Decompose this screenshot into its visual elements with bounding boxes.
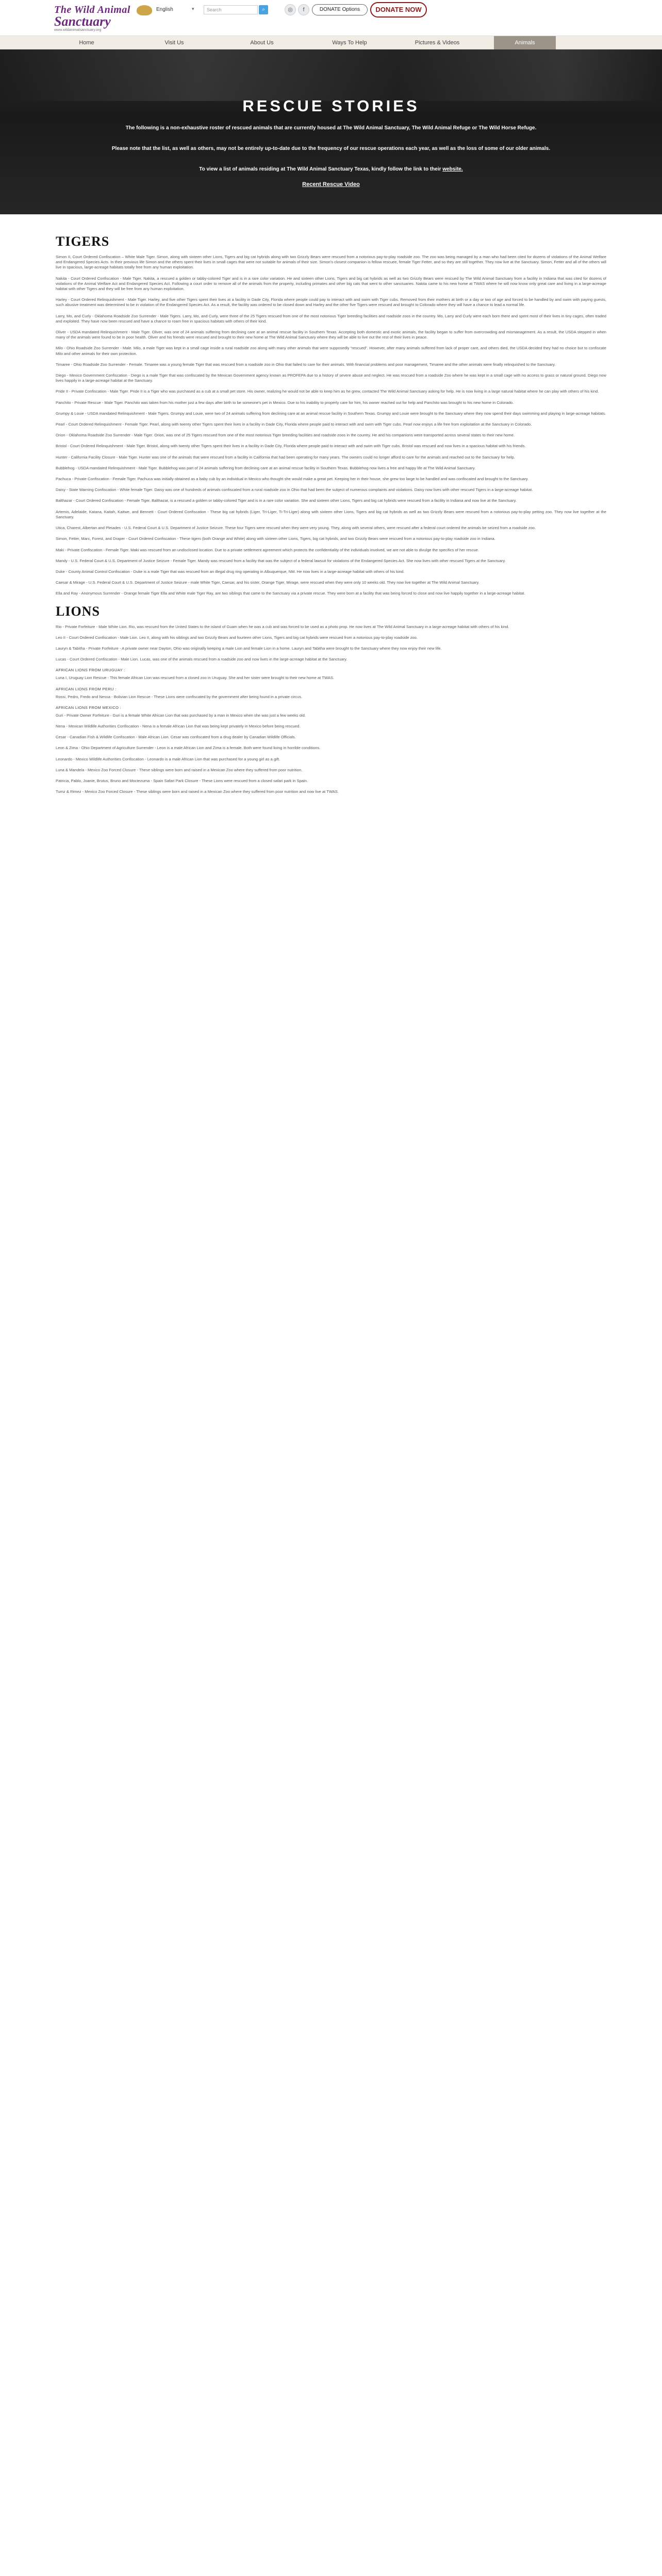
rescue-stories-content [56,227,606,800]
list-item: Hunter - California Facility Closure - Male Tiger. Hunter was one of the animals that were rescued from a facility in California that had been operating for many years. The owners could no longer afford to care for the animals and reached out to the Sanctuary for help. [56,454,515,460]
list-item: Panchito - Private Rescue - Male Tiger. Panchito was taken from his mother just a few days after birth to be someone's pet in Mexico. Due to his inability to properly care for him, his owner reached out for help and Panchito was brought to his new home in Colorado. [56,400,514,405]
list-item: Timaree - Ohio Roadside Zoo Surrender - Female. Timaree was a young female Tiger that was rescued from a roadside zoo in Ohio that failed to care for their animals. With financial problems and poor management, Timaree and the other animals were finally relinquished to the Sanctuary. [56,362,556,367]
hero-banner [0,49,662,214]
search-input[interactable]: Search [204,5,258,14]
main-nav [0,36,662,49]
chevron-down-icon[interactable]: ▾ [192,6,194,11]
list-item: Daisy - State Warning Confiscation - White female Tiger. Daisy was one of hundreds of animals confiscated from a rural roadside zoo in Ohio that had been the subject of numerous complaints and violations. Daisy now lives with other rescued Tigers in a large-acreage habitat. [56,487,533,493]
subhead-peru: AFRICAN LIONS FROM PERU : [56,686,117,691]
nav-about-us[interactable]: About Us [250,40,274,46]
nav-visit-us[interactable]: Visit Us [164,40,184,46]
list-item: Balthazar - Court Ordered Confiscation - Female Tiger. Balthazar, is a rescued a golden or tabby-colored Tiger and is in a rare color variation. She and sixteen other Lions, Tigers and big cat hybrids were rescued from a facility in Indiana and now live at the Sanctuary. [56,498,517,503]
hero-background [0,49,662,101]
list-item: Leonardo - Mexico Wildlife Authorities Confiscation - Leonardo is a male African Lion that was purchased for a young girl as a gift. [56,756,280,761]
logo-line1: The Wild Animal [54,4,130,15]
list-item: Orion - Oklahoma Roadside Zoo Surrender - Male Tiger. Orion, was one of 25 Tigers rescued from one of the most notorious Tiger breeding facilities and roadside zoos in the country. He and his companions were transported across several states to their new home. [56,433,515,438]
list-item: Caesar & Mirage - U.S. Federal Court & U.S. Department of Justice Seizure - male White Tiger, Caesar, and his sister, Orange Tiger, Mirage, were rescued when they were only 10 weeks old. They now live together at The Wild Animal Sanctuary. [56,580,479,585]
hero-texas-link-text [77,166,585,173]
lion-list [56,624,606,663]
list-item: Harley - Court Ordered Relinquishment - Male Tiger. Harley, and five other Tigers spent their lives at a facility in Dade City, Florida where people could pay to interact with and swim with Tiger cubs. Removed from their mothers at birth or a day or two of age and forced to be handled by and swim with paying guests, such abusive treatment was determined to be in violation of the Endangered Species Act. As a result, the facility was ordered to be closed down and Harley and the other five Tigers were rescued and brought to Colorado where they will have a chance to lead a normal life. [56,297,606,308]
list-item: Pride II - Private Confiscation - Male Tiger. Pride II is a Tiger who was purchased as a cub at a small pet store. His owner, realizing he would not be able to keep him as he grew, contacted The Wild Animal Sanctuary asking for help. He is now living in a large natural habitat where he can play with others of his kind. [56,389,599,394]
list-item: Leo II - Court Ordered Confiscation - Male Lion. Leo II, along with his siblings and two Grizzly Bears and fourteen other Lions, Tigers and big cat hybrids were rescued from a notorious pay-to-play roadside zoo. [56,635,418,640]
list-item: Ella and Ray - Anonymous Surrender - Orange female Tiger Ella and White male Tiger Ray, are two siblings that came to the Sanctuary via a private rescue. They were born at a facility that was being forced to close and now live happily together in a large-acreage habitat. [56,591,525,596]
section-title-tigers: TIGERS [56,234,110,249]
list-item: Nena - Mexican Wildlife Authorities Confiscation - Nena is a female African Lion that was being kept privately in Mexico before being rescued. [56,723,301,728]
list-item: Rossi, Pedro, Fredo and Nessa - Bolivian Lion Rescue - These Lions were confiscated by the government after being found in a private circus. [56,694,303,699]
list-item: Lucas - Court Ordered Confiscation - Male Lion. Lucas, was one of the animals rescued from a roadside zoo and now lives in the large-acreage habitat at the Sanctuary. [56,657,347,662]
list-item: Simon II, Court Ordered Confiscation – White Male Tiger. Simon, along with sixteen other Lions, Tigers and big cat hybrids along with two Grizzly Bears were rescued from a notorious pay-to-play roadside zoo. The zoo was being managed by a man who had been cited for dozens of violations of the Animal Welfare and Endangered Species Acts. In their previous life Simon and the others spent their lives in small cages that were not suitable for animals of their size. Simon's closest companion is fellow rescuee, female Tiger Fetter, and so they are still together. They now live at the Sanctuary. Simon, Fetter and all of the others will live in spacious, large-acreage habitats totally free from any human exploitation. [56,255,606,270]
list-item: Guri - Private Owner Forfeiture - Guri is a female White African Lion that was purchased by a man in Mexico when she was just a few weeks old. [56,713,306,718]
list-item: Leon & Zima - Ohio Department of Agriculture Surrender - Leon is a male African Lion and Zima is a female. Both were found living in horrible conditions. [56,745,321,751]
list-item: Larry, Mo, and Curly - Oklahoma Roadside Zoo Surrender - Male Tigers. Larry, Mo, and Curly, were three of the 25 Tigers rescued from one of the most notorious Tiger breeding facilities and roadside zoos in the country. Mo, Larry and Curly were each born there and spent most of their lives in tiny cages, often traded and exploited. They have now been rescued and have a chance to roam free in spacious habitats with others of their kind. [56,313,606,324]
list-item: Diego - Mexico Government Confiscation - Diego is a male Tiger that was confiscated by the Mexican Government agency known as PROFEPA due to a history of severe abuse and neglect. He was rescued from a roadside Zoo where he was kept in a small cage with no access to grass or natural ground. Diego now lives happily in a large-acreage habitat at the Sanctuary. [56,373,606,383]
list-item: Duke - County Animal Control Confiscation - Duke is a male Tiger that was rescued from an illegal drug ring operating in Albuquerque, NM. He now lives in a large-acreage habitat with others of his kind. [56,569,405,574]
list-item: Cesar - Canadian Fish & Wildlife Confiscation - Male African Lion. Cesar was confiscated from a drug dealer by Canadian Wildlife Officials. [56,735,296,740]
donate-options-button[interactable]: DONATE Options [312,4,368,15]
list-item: Artemis, Adelaide, Katana, Kaitah, Kaitwe, and Bennett - Court Ordered Confiscation - These big cat hybrids (Liger, Tri-Liger, Ti-Tri-Liger) along with sixteen other Lions, Tigers and big cat hybrids as well as two Grizzly Bears were rescued from a notorious pay-to-play petting zoo. They now live together at the Sanctuary. [56,509,606,519]
instagram-icon[interactable]: ◎ [285,4,296,15]
logo-line2: Sanctuary [54,14,111,29]
nav-animals[interactable]: Animals [494,36,556,49]
site-logo[interactable] [54,4,173,33]
donate-now-button[interactable]: DONATE NOW [370,2,427,18]
list-item: Patricia, Pablo, Joanie, Brutus, Bruno and Moctezuma - Spain Safari Park Closure - These Lions were rescued from a closed safari park in Spain. [56,778,308,783]
texas-website-link[interactable]: website. [442,166,463,172]
list-item: Pearl - Court Ordered Relinquishment - Female Tiger. Pearl, along with twenty other Tigers spent their lives in a facility in Dade City, Florida where people paid to interact with and swim with Tiger cubs. Pearl now enjoys a life free from exploitation at the Sanctuary in Colorado. [56,422,532,427]
tiger-list [56,255,606,597]
list-item: Nakita - Court Ordered Confiscation - Male Tiger. Nakita, a rescued a golden or tabby-colored Tiger and is in a rare color variation. He and sixteen other Lions, Tigers and big cat hybrids as well as two Grizzly Bears were rescued by The Wild Animal Sanctuary from a facility in Indiana that was cited for dozens of violations of the Animal Welfare Act and Endangered Species Act. Following a court order to remove all of the animals from the property, including primates and other big cats that went to other sanctuaries. Nakita came to his new home at TWAS where he will now know only great care and living in a large-acreage habitat with other Tigers and they will be free from any human exploitation. [56,276,606,292]
paw-icon [137,5,152,15]
hero-intro: The following is a non-exhaustive roster of rescued animals that are currently housed at The Wild Animal Sanctuary, The Wild Animal Refuge or The Wild Horse Refuge. [125,125,537,131]
nav-pictures-videos[interactable]: Pictures & Videos [415,40,460,46]
list-item: Bristol - Court Ordered Relinquishment - Male Tiger. Bristol, along with twenty other Tigers spent their lives in a facility in Dade City, Florida where people paid to interact with and swim with Tiger cubs. Bristol was rescued and now lives in a spacious habitat with his friends. [56,444,526,449]
list-item: Simon, Fetter, Marc, Forest, and Draper - Court Ordered Confiscation - These tigers (both Orange and White) along with sixteen other Lions, Tigers, big cat hybrids, and two Grizzly Bears were rescued from a notorious pay-to-play roadside zoo in Indiana. [56,536,495,541]
nav-ways-to-help[interactable]: Ways To Help [332,40,367,46]
facebook-icon[interactable]: f [298,4,309,15]
list-item: Mandy - U.S. Federal Court & U.S. Department of Justice Seizure - Female Tiger. Mandy was rescued from a facility that was the subject of a federal lawsuit for violations of the Endangered Species Act. She now lives with other rescued Tigers at the Sanctuary. [56,558,506,563]
list-item: Luna I, Uruguay Lion Rescue - This female African Lion was rescued from a closed zoo in Uruguay. She and her sister were brought to their new home at TWAS. [56,675,334,681]
page-title: RESCUE STORIES [242,97,420,115]
list-item: Bubblehog - USDA mandated Relinquishment - Male Tiger. Bubblehog was part of 24 animals suffering from declining care at an animal rescue facility in Southern Texas. Bubblehog now lives a free and happy life at The Wild Animal Sanctuary. [56,465,476,470]
list-item: Oliver - USDA mandated Relinquishment - Male Tiger. Oliver, was one of 24 animals suffering from declining care at an animal rescue facility in Southern Texas. Accepting both domestic and exotic animals, the facility began to suffer from overcrowding and mismanagement. As a result, the USDA stepped in when many of the animals were found to be in poor health. Oliver and his friends were rescued and brought to their new home at The Wild Animal Sanctuary where they will be able to live out the rest of their lives in peace. [56,330,606,340]
logo-url: www.wildanimalsanctuary.org [54,28,102,32]
nav-home[interactable]: Home [79,40,94,46]
list-item: Tumz & Rimez - Mexico Zoo Forced Closure - These siblings were born and raised in a Mexican Zoo where they suffered from poor nutrition and now live at TWAS. [56,789,339,794]
search-icon[interactable]: ⌕ [259,5,268,14]
list-item: Rio - Private Forfeiture - Male White Lion. Rio, was rescued from the United States to the island of Guam when he was a cub and was forced to be used as a photo prop. He now lives at The Wild Animal Sanctuary in a large-acreage habitat with others of his kind. [56,624,509,629]
recent-rescue-video-link[interactable]: Recent Rescue Video [302,181,360,188]
section-title-lions: LIONS [56,603,100,619]
site-header [0,0,662,36]
hero-texas-text: To view a list of animals residing at The Wild Animal Sanctuary Texas, kindly follow the link to their [199,166,441,172]
list-item: Lauryn & Tabitha - Private Forfeiture - A private owner near Dayton, Ohio was originally keeping a male Lion and female Lion in a home. Lauryn and Tabitha were brought to the Sanctuary where they now enjoy their new life. [56,646,442,651]
list-item: Milo - Ohio Roadside Zoo Surrender - Male. Milo, a male Tiger was kept in a small cage inside a rural roadside zoo along with many other animals that were supposedly “rescued”. However, after many animals suffered from lack of proper care, and others died, the USDA decided they had no choice but to confiscate Milo and other animals for their own protection. [56,346,606,356]
list-item: Utica, Charest, Albertan and Pleiades - U.S. Federal Court & U.S. Department of Justice Seizure. These four Tigers were rescued when they were very young. They, along with several others, were rescued after a federal court ordered the animals be seized from a roadside zoo. [56,526,536,531]
hero-note: Please note that the list, as well as others, may not be entirely up-to-date due to the frequency of our rescue operations each year, as well as the loss of some of our older animals. [111,146,551,151]
list-item: Luna & Mandela - Mexico Zoo Forced Closure - These siblings were born and raised in a Mexican Zoo where they suffered from poor nutrition. [56,767,303,772]
list-item: Pachuca - Private Confiscation - Female Tiger. Pachuca was initially obtained as a baby cub by an individual in Mexico who thought she would make a great pet. Keeping her in their house, she grew too large to be handled and was confiscated and brought to the Sanctuary. [56,477,529,482]
list-item: Grumpy & Louie - USDA mandated Relinquishment - Male Tigers. Grumpy and Louie, were two of 24 animals suffering from declining care at an animal rescue facility in Southern Texas. Grumpy and Louie were brought to the Sanctuary where they now spend their days swimming and playing in large-acreage habitats. [56,411,606,416]
language-select[interactable]: English [156,7,173,12]
subhead-mexico: AFRICAN LIONS FROM MEXICO : [56,705,122,710]
subhead-uruguay: AFRICAN LIONS FROM URUGUAY : [56,668,125,673]
list-item: Maki - Private Confiscation - Female Tiger. Maki was rescued from an undisclosed location. Due to a private settlement agreement which protects the confidentiality of the individuals involved, we are not able to divulge the specifics of her rescue. [56,547,479,552]
